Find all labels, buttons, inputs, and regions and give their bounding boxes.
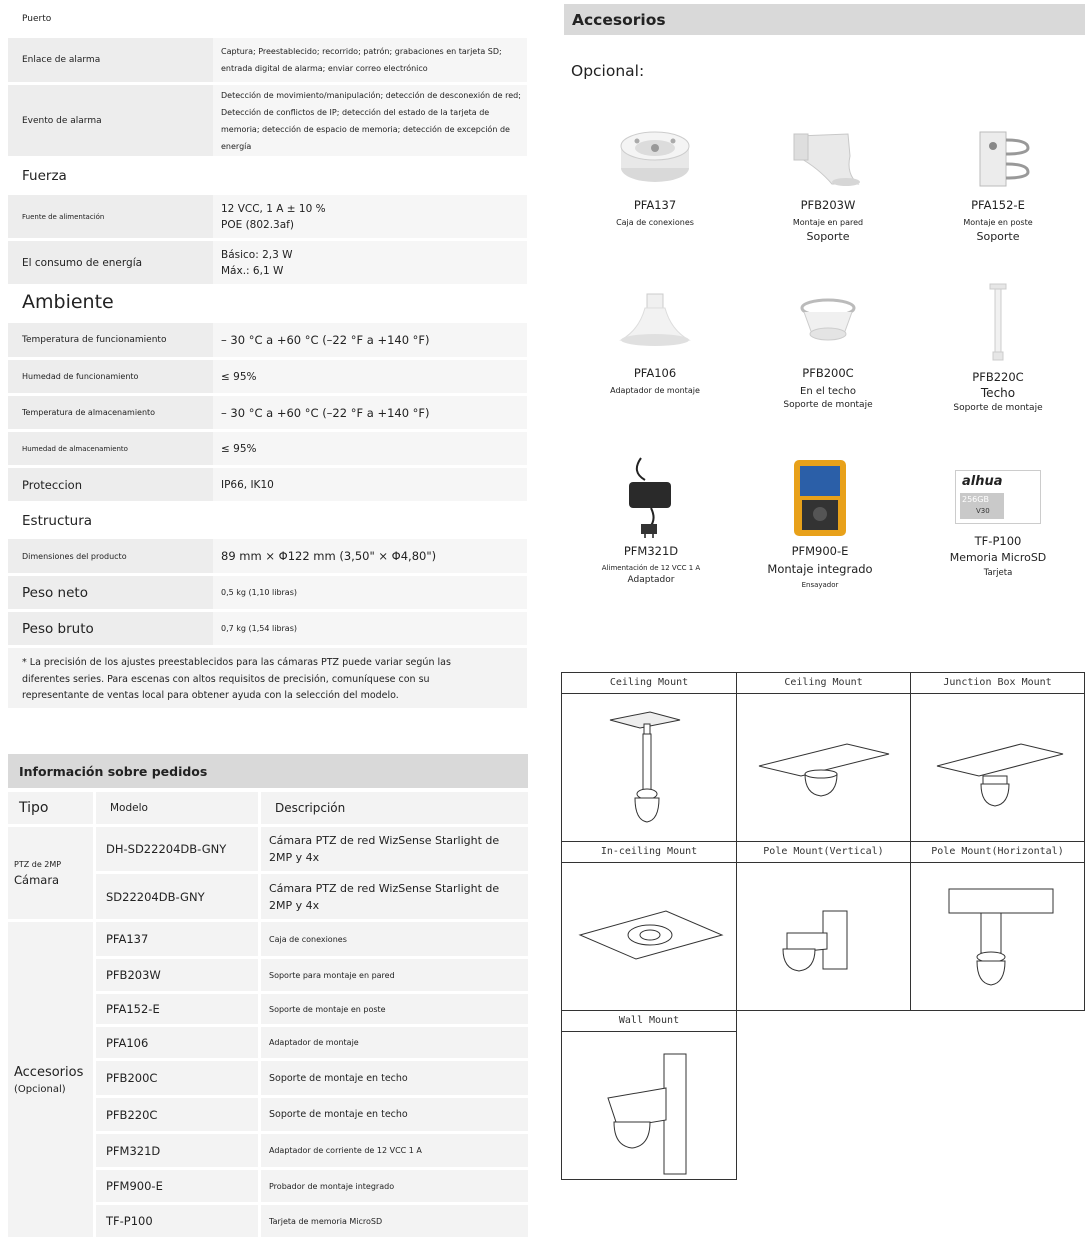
- order-model: TF-P100: [96, 1205, 258, 1237]
- spec-puerto: Puerto: [22, 14, 52, 24]
- order-model: PFM321D: [96, 1134, 258, 1167]
- spec-note: * La precisión de los ajustes preestablecidos para las cámaras PTZ puede variar según las diferentes series. Para escenas con altos requisitos de precisión, comuníquese con su representante de ventas local para obtener ayuda con la selección del modelo.: [8, 648, 527, 708]
- order-description: Adaptador de montaje: [261, 1027, 528, 1058]
- accessory-line-1: Memoria MicroSD: [949, 551, 1047, 564]
- pole-horizontal-drawing-icon: [911, 863, 1084, 1010]
- order-model: PFA137: [96, 922, 258, 956]
- spec-row-hum-func: [8, 360, 527, 393]
- accessory-pfa106: [570, 290, 740, 395]
- mount-in-ceiling: [561, 841, 737, 1011]
- accessory-line-1: En el techo: [800, 386, 856, 397]
- order-description: Soporte de montaje en poste: [261, 994, 528, 1024]
- spec-value: ≤ 95%: [213, 360, 527, 393]
- order-model: SD22204DB-GNY: [96, 874, 258, 919]
- order-description: Soporte de montaje en techo: [261, 1061, 528, 1095]
- accessory-pfa137: [570, 124, 740, 227]
- col-header-descripcion: Descripción: [261, 792, 528, 824]
- spec-row-peso-bruto: [8, 612, 527, 645]
- spec-row-temp-func: [8, 323, 527, 357]
- order-description: Cámara PTZ de red WizSense Starlight de 2MP y 4x: [261, 827, 528, 871]
- mount-ceiling-1: [561, 672, 737, 842]
- spec-label: Evento de alarma: [22, 115, 102, 126]
- mount-title: Ceiling Mount: [737, 673, 910, 694]
- col-header-modelo: Modelo: [96, 792, 258, 824]
- accessory-line-2: Ensayador: [801, 581, 839, 589]
- accessory-line-2: Soporte: [976, 230, 1020, 243]
- in-ceiling-drawing-icon: [562, 863, 736, 1010]
- accessory-pfb220c: [913, 282, 1083, 413]
- pole-bracket-icon: [958, 124, 1038, 192]
- order-description: Caja de conexiones: [261, 922, 528, 956]
- accessory-line-1: Montaje en pared: [792, 218, 864, 227]
- accessory-pfb200c: [743, 290, 913, 410]
- mount-ceiling-2: [736, 672, 911, 842]
- col-header-tipo: Tipo: [8, 792, 93, 824]
- mount-title: Wall Mount: [562, 1011, 736, 1032]
- ceiling-mount-drawing-icon: [562, 694, 736, 841]
- junction-box-icon: [615, 124, 695, 192]
- spec-label: Temperatura de funcionamiento: [22, 335, 167, 345]
- spec-label: Humedad de funcionamiento: [22, 372, 139, 381]
- accessory-line-2: Soporte: [806, 230, 850, 243]
- section-title-estructura: Estructura: [22, 513, 93, 529]
- mount-title: Pole Mount(Horizontal): [911, 842, 1084, 863]
- accessory-line-2: Soporte de montaje: [783, 400, 873, 410]
- wall-mount-drawing-icon: [562, 1032, 736, 1179]
- accessory-line-1: Caja de conexiones: [616, 218, 694, 227]
- order-description: Probador de montaje integrado: [261, 1170, 528, 1202]
- spec-value: Detección de movimiento/manipulación; detección de desconexión de red; Detección de conflictos de IP; detección del estado de la tarjeta de memoria; detección de espacio de memoria; detección de excepción de energía: [213, 85, 527, 156]
- accessory-pfm900e: [735, 456, 905, 589]
- accessory-pfa152e: [913, 124, 1083, 243]
- spec-label: Proteccion: [22, 477, 82, 492]
- ceiling-mount-drawing-icon: [737, 694, 910, 841]
- accessory-line-2: Soporte de montaje: [953, 403, 1043, 413]
- order-model: PFB203W: [96, 959, 258, 991]
- spec-row-hum-alm: [8, 432, 527, 465]
- mount-wall: [561, 1010, 737, 1180]
- spec-label: Fuente de alimentación: [22, 212, 105, 221]
- ordering-title: Información sobre pedidos: [8, 754, 528, 788]
- spec-row-evento: [8, 85, 527, 156]
- group-camera: PTZ de 2MP Cámara: [8, 827, 93, 919]
- power-adapter-icon: [611, 452, 691, 538]
- spec-value: 0,7 kg (1,54 libras): [213, 612, 527, 645]
- accessory-pfb203w: [743, 124, 913, 243]
- order-description: Soporte para montaje en pared: [261, 959, 528, 991]
- mount-title: Junction Box Mount: [911, 673, 1084, 694]
- accessory-code: PFB200C: [802, 366, 854, 380]
- spec-value: IP66, IK10: [213, 468, 527, 501]
- spec-row-fuente: [8, 195, 527, 238]
- accessory-pfm321d: [566, 452, 736, 585]
- spec-label: Temperatura de almacenamiento: [22, 408, 156, 417]
- accessory-tfp100: [913, 470, 1083, 578]
- accessory-line-1: Montaje en poste: [963, 218, 1033, 227]
- optional-label: Opcional:: [571, 62, 645, 80]
- spec-label: Humedad de almacenamiento: [22, 444, 128, 453]
- spec-value: Captura; Preestablecido; recorrido; patrón; grabaciones en tarjeta SD; entrada digital de alarma; enviar correo electrónico: [213, 38, 527, 82]
- order-model: PFM900-E: [96, 1170, 258, 1202]
- spec-row-enlace: [8, 38, 527, 82]
- mount-title: Ceiling Mount: [562, 673, 736, 694]
- junction-mount-drawing-icon: [911, 694, 1084, 841]
- accessory-line-1: Techo: [980, 386, 1016, 400]
- accessory-code: PFA137: [633, 198, 677, 212]
- ceiling-bracket-icon: [788, 290, 868, 360]
- accessory-code: PFA106: [633, 366, 677, 380]
- order-model: PFB200C: [96, 1061, 258, 1095]
- accessory-code: TF-P100: [974, 534, 1022, 548]
- accessory-line-1: Alimentación de 12 VCC 1 A: [601, 564, 701, 572]
- spec-value: – 30 °C a +60 °C (–22 °F a +140 °F): [213, 396, 527, 429]
- order-description: Soporte de montaje en techo: [261, 1098, 528, 1131]
- mount-pole-vertical: [736, 841, 911, 1011]
- spec-label: Peso neto: [22, 584, 88, 601]
- spec-value: 0,5 kg (1,10 libras): [213, 576, 527, 609]
- mount-adapter-icon: [615, 290, 695, 360]
- tester-device-icon: [780, 456, 860, 538]
- order-model: PFA106: [96, 1027, 258, 1058]
- order-model: DH-SD22204DB-GNY: [96, 827, 258, 871]
- spec-row-consumo: [8, 241, 527, 284]
- accessory-line-1: Adaptador de montaje: [610, 386, 700, 395]
- spec-value: 12 VCC, 1 A ± 10 % POE (802.3af): [213, 195, 527, 238]
- accessory-code: PFB220C: [972, 370, 1024, 384]
- order-description: Cámara PTZ de red WizSense Starlight de 2MP y 4x: [261, 874, 528, 919]
- mount-title: Pole Mount(Vertical): [737, 842, 910, 863]
- spec-label: El consumo de energía: [22, 256, 143, 269]
- accessory-code: PFA152-E: [971, 198, 1025, 212]
- spec-value: Básico: 2,3 W Máx.: 6,1 W: [213, 241, 527, 284]
- accessory-line-2: Tarjeta: [983, 568, 1013, 578]
- spec-row-temp-alm: [8, 396, 527, 429]
- section-title-fuerza: Fuerza: [22, 168, 67, 184]
- spec-row-dimensiones: [8, 539, 527, 573]
- order-description: Tarjeta de memoria MicroSD: [261, 1205, 528, 1237]
- accessory-line-2: Adaptador: [627, 575, 675, 585]
- mount-pole-horizontal: [910, 841, 1085, 1011]
- order-model: PFB220C: [96, 1098, 258, 1131]
- spec-row-peso-neto: [8, 576, 527, 609]
- spec-value: 89 mm × Φ122 mm (3,50" × Φ4,80"): [213, 539, 527, 573]
- spec-value: – 30 °C a +60 °C (–22 °F a +140 °F): [213, 323, 527, 357]
- wall-bracket-icon: [788, 124, 868, 192]
- accessory-code: PFB203W: [800, 198, 856, 212]
- mount-title: In-ceiling Mount: [562, 842, 736, 863]
- order-model: PFA152-E: [96, 994, 258, 1024]
- ceiling-pole-icon: [958, 282, 1038, 364]
- microsd-card-icon: alhua 256GB V30: [955, 470, 1041, 524]
- pole-vertical-drawing-icon: [737, 863, 910, 1010]
- accessory-code: PFM900-E: [791, 544, 849, 558]
- accessory-code: PFM321D: [623, 544, 679, 558]
- section-title-ambiente: Ambiente: [22, 291, 114, 313]
- spec-label: Enlace de alarma: [22, 55, 101, 65]
- spec-label: Peso bruto: [22, 620, 94, 637]
- accessory-line-1: Montaje integrado: [767, 562, 873, 576]
- spec-row-proteccion: [8, 468, 527, 501]
- accessories-title: Accesorios: [564, 4, 1085, 35]
- group-accessories: Accesorios (Opcional): [8, 922, 93, 1237]
- spec-value: ≤ 95%: [213, 432, 527, 465]
- spec-label: Dimensiones del producto: [22, 551, 127, 561]
- order-description: Adaptador de corriente de 12 VCC 1 A: [261, 1134, 528, 1167]
- mount-junction-box: [910, 672, 1085, 842]
